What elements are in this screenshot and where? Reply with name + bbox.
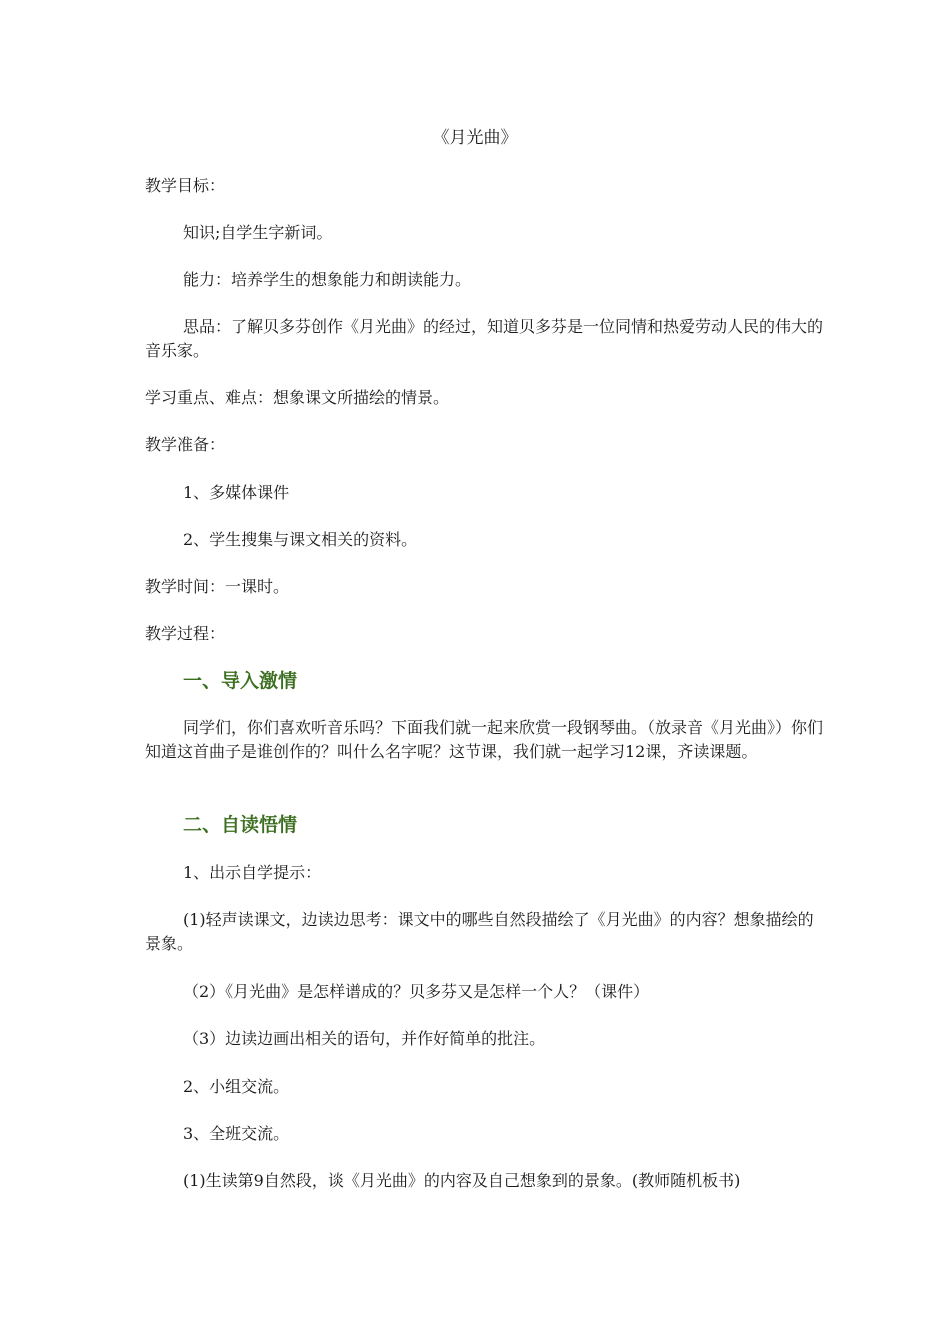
prep-item-2: 2、学生搜集与课文相关的资料。 [183, 530, 418, 549]
objective-morality: 思品：了解贝多芬创作《月光曲》的经过，知道贝多芬是一位同情和热爱劳动人民的伟大的音乐家。 [145, 317, 824, 360]
prep-item-1: 1、多媒体课件 [183, 483, 290, 502]
step-2: 2、小组交流。 [183, 1077, 290, 1096]
key-points: 学习重点、难点：想象课文所描绘的情景。 [145, 388, 450, 407]
teaching-time: 教学时间：一课时。 [145, 577, 290, 596]
section-heading-self-reading: 二、自读悟情 [183, 814, 298, 836]
hint-1: (1)轻声读课文，边读边思考：课文中的哪些自然段描绘了《月光曲》的内容？想象描绘的景象。 [145, 910, 814, 953]
step-1: 1、出示自学提示： [183, 863, 322, 882]
document-title: 《月光曲》 [432, 128, 518, 148]
discussion-1: (1)生读第9自然段，谈《月光曲》的内容及自己想象到的景象。(教师随机板书) [183, 1171, 741, 1190]
objectives-heading: 教学目标： [145, 176, 226, 195]
section-heading-intro: 一、导入激情 [183, 670, 298, 692]
step-3: 3、全班交流。 [183, 1124, 290, 1143]
objective-ability: 能力：培养学生的想象能力和朗读能力。 [183, 270, 472, 289]
intro-paragraph: 同学们，你们喜欢听音乐吗？下面我们就一起来欣赏一段钢琴曲。（放录音《月光曲》）你们知道这首曲子是谁创作的？叫什么名字呢？这节课，我们就一起学习12课，齐读课题。 [145, 718, 824, 761]
process-heading: 教学过程： [145, 624, 226, 643]
objective-knowledge: 知识;自学生字新词。 [183, 223, 333, 242]
hint-2: （2）《月光曲》是怎样谱成的？贝多芬又是怎样一个人？（课件） [183, 982, 650, 1001]
prep-heading: 教学准备： [145, 435, 226, 454]
hint-3: （3）边读边画出相关的语句，并作好简单的批注。 [183, 1029, 546, 1048]
